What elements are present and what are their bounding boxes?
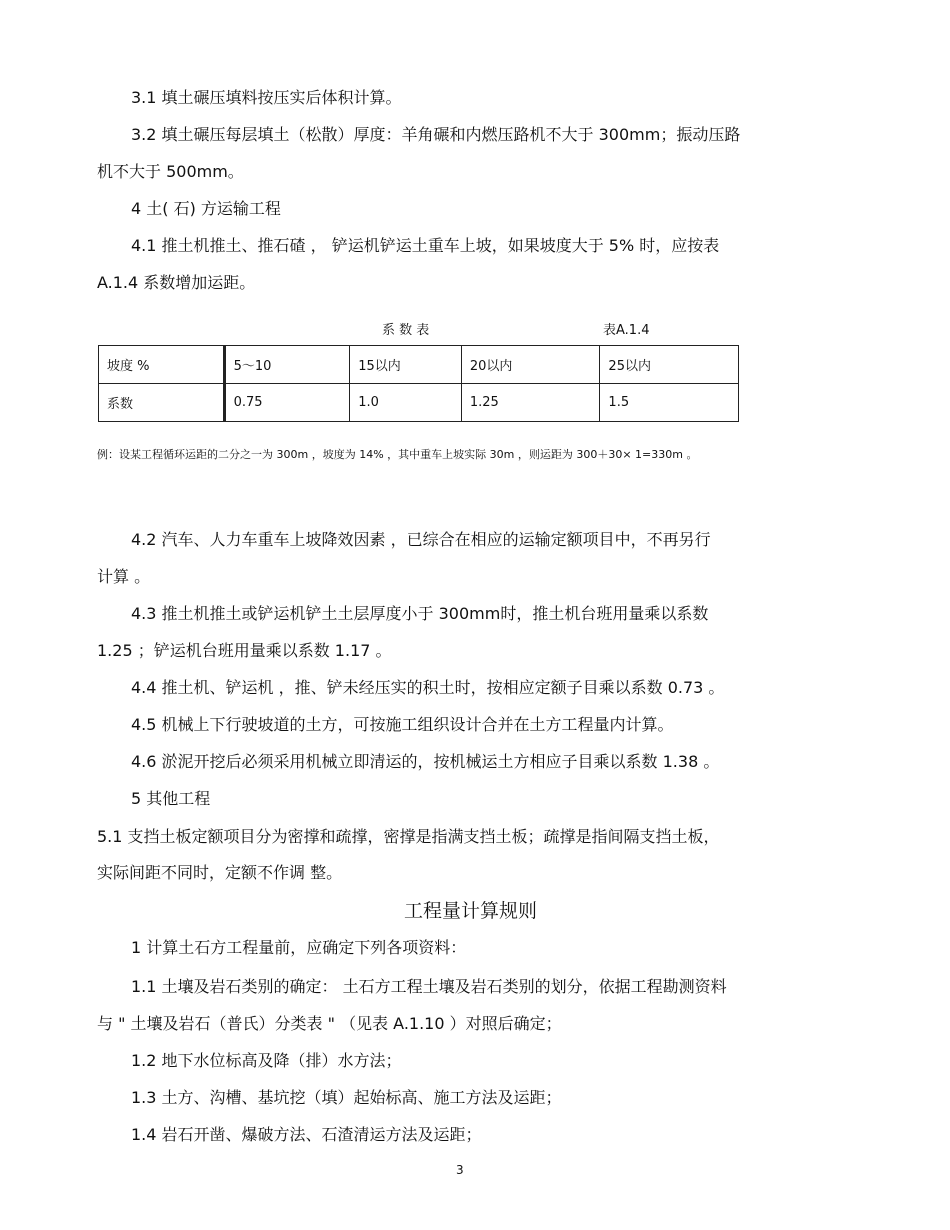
rules-section-title: 工程量计算规则 — [404, 900, 538, 922]
rule-1-1: 1.1 土壤及岩石类别的确定： 土石方工程土壤及岩石类别的划分，依据工程勘测资料 — [131, 977, 727, 996]
table-cell: 1.0 — [350, 384, 462, 422]
clause-4-6: 4.6 淤泥开挖后必须采用机械立即清运的，按机械运土方相应子目乘以系数 1.38 。 — [131, 752, 720, 771]
table-cell: 系数 — [99, 384, 225, 422]
rule-1-2: 1.2 地下水位标高及降（排）水方法； — [131, 1051, 402, 1070]
table-caption: 系 数 表 — [382, 323, 430, 338]
coefficient-table — [98, 345, 739, 422]
clause-4-1: 4.1 推土机推土、推石碴 ， 铲运机铲运土重车上坡，如果坡度大于 5% 时，应按表 — [131, 236, 720, 255]
table-number: 表A.1.4 — [603, 323, 650, 338]
clause-5-1-cont: 实际间距不同时，定额不作调 整。 — [97, 863, 343, 882]
table-cell: 20以内 — [461, 346, 600, 384]
table-cell: 坡度 % — [99, 346, 225, 384]
table-cell: 0.75 — [224, 384, 350, 422]
section-4-heading: 4 土( 石) 方运输工程 — [131, 199, 281, 218]
table-cell: 25以内 — [600, 346, 739, 384]
example-note: 例：设某工程循环运距的二分之一为 300m ，坡度为 14% ，其中重车上坡实际 30m ，则运距为 300＋30× 1=330m 。 — [97, 448, 698, 461]
clause-4-4: 4.4 推土机、铲运机 ，推、铲未经压实的积土时，按相应定额子目乘以系数 0.73 。 — [131, 678, 725, 697]
clause-4-2-cont: 计算 。 — [97, 567, 151, 586]
table-cell: 15以内 — [350, 346, 462, 384]
table-row — [99, 346, 739, 384]
rule-1-3: 1.3 土方、沟槽、基坑挖（填）起始标高、施工方法及运距； — [131, 1088, 562, 1107]
rule-1: 1 计算土石方工程量前，应确定下列各项资料： — [131, 938, 467, 957]
section-5-heading: 5 其他工程 — [131, 789, 211, 808]
table-cell: 1.25 — [461, 384, 600, 422]
clause-3-1: 3.1 填土碾压填料按压实后体积计算。 — [131, 88, 402, 107]
clause-4-3-cont: 1.25 ；铲运机台班用量乘以系数 1.17 。 — [97, 641, 392, 660]
clause-3-2-cont: 机不大于 500mm。 — [97, 162, 244, 181]
clause-4-2: 4.2 汽车、人力车重车上坡降效因素 ，已综合在相应的运输定额项目中，不再另行 — [131, 530, 711, 549]
clause-3-2: 3.2 填土碾压每层填土（松散）厚度：羊角碾和内燃压路机不大于 300mm；振动压路 — [131, 125, 741, 144]
table-cell: 1.5 — [600, 384, 739, 422]
rule-1-4: 1.4 岩石开凿、爆破方法、石渣清运方法及运距； — [131, 1125, 482, 1144]
clause-4-5: 4.5 机械上下行驶坡道的土方，可按施工组织设计合并在土方工程量内计算。 — [131, 715, 674, 734]
page-number: 3 — [456, 1163, 464, 1177]
clause-4-3: 4.3 推土机推土或铲运机铲土土层厚度小于 300mm时，推土机台班用量乘以系数 — [131, 604, 709, 623]
clause-5-1: 5.1 支挡土板定额项目分为密撑和疏撑，密撑是指满支挡土板；疏撑是指间隔支挡土板， — [97, 827, 720, 846]
table-row — [99, 384, 739, 422]
clause-4-1-cont: A.1.4 系数增加运距。 — [97, 273, 256, 292]
rule-1-1-cont: 与 " 土壤及岩石（普氏）分类表 " （见表 A.1.10 ）对照后确定； — [97, 1014, 562, 1033]
table-cell: 5～10 — [224, 346, 350, 384]
